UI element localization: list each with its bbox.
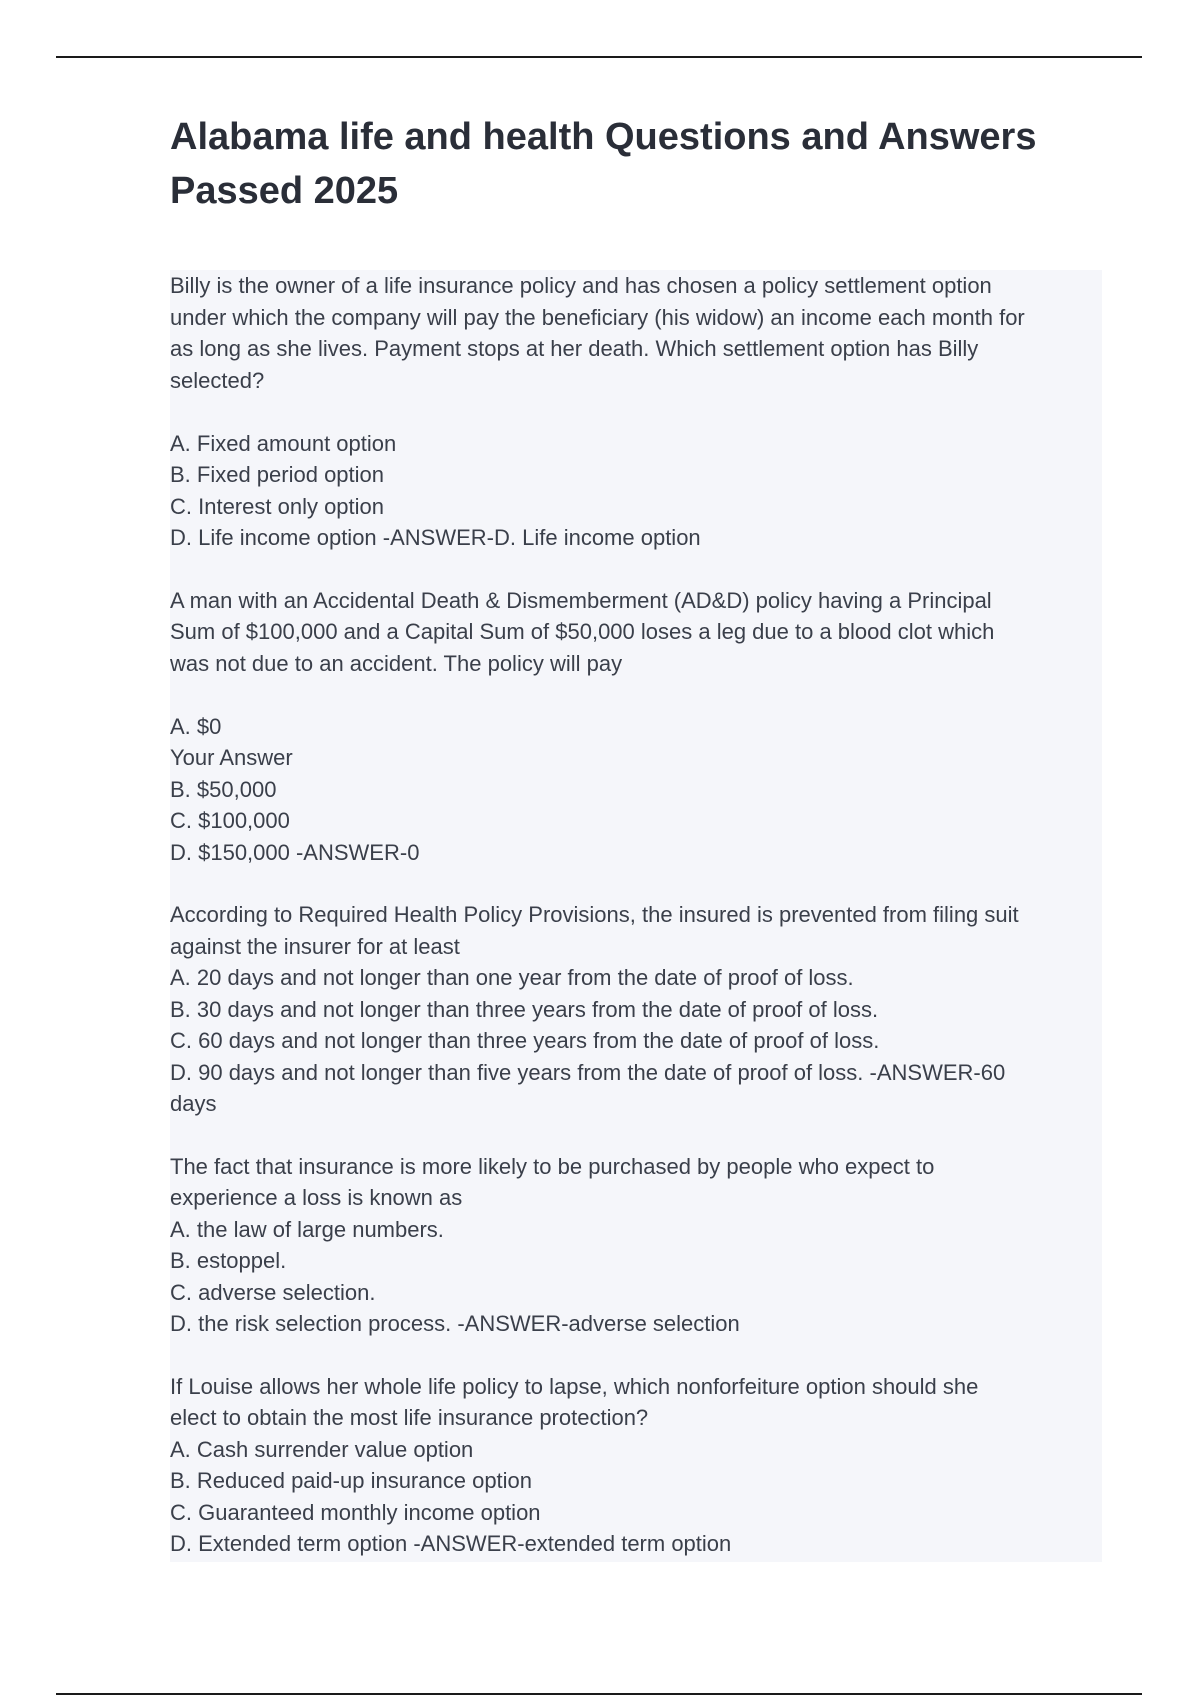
bottom-rule: [56, 1693, 1142, 1695]
question-stem-line: experience a loss is known as: [170, 1185, 463, 1210]
top-rule: [56, 56, 1142, 58]
answer-option: A. Cash surrender value option: [170, 1436, 474, 1462]
question-stem-line: According to Required Health Policy Provisions, the insured is prevented from filing suit: [170, 902, 1019, 927]
answer-option: C. 60 days and not longer than three years from the date of proof of loss.: [170, 1028, 880, 1053]
question-stem-line: A man with an Accidental Death & Dismemberment (AD&D) policy having a Principal: [170, 587, 992, 613]
question-stem-line: against the insurer for at least: [170, 933, 460, 959]
question-block-3: [170, 899, 1102, 1120]
question-block-1: [170, 270, 1102, 554]
spacer: [170, 679, 1102, 711]
answer-option: D. Life income option -ANSWER-D. Life income option: [170, 525, 701, 550]
answer-option: A. 20 days and not longer than one year from the date of proof of loss.: [170, 965, 854, 990]
answer-option: B. $50,000: [170, 776, 277, 802]
answer-option: A. $0: [170, 713, 222, 739]
question-stem-line: If Louise allows her whole life policy to lapse, which nonforfeiture option should she: [170, 1373, 979, 1399]
answer-option: C. $100,000: [170, 808, 290, 833]
question-block-5: [170, 1371, 1102, 1560]
answer-option: D. $150,000 -ANSWER-0: [170, 839, 420, 865]
title-line-1: Alabama life and health Questions and Answers: [170, 116, 1037, 158]
question-stem-line: was not due to an accident. The policy will pay: [170, 650, 623, 676]
title-line-2: Passed 2025: [170, 170, 399, 212]
answer-option: A. Fixed amount option: [170, 430, 397, 456]
answer-option: B. Fixed period option: [170, 462, 385, 487]
spacer: [170, 396, 1102, 428]
question-stem-line: The fact that insurance is more likely to be purchased by people who expect to: [170, 1153, 935, 1179]
question-stem-line: Sum of $100,000 and a Capital Sum of $50,000 loses a leg due to a blood clot which: [170, 619, 995, 644]
question-stem-line: as long as she lives. Payment stops at her death. Which settlement option has Billy: [170, 336, 979, 361]
answer-option: B. 30 days and not longer than three years from the date of proof of loss.: [170, 996, 879, 1022]
answer-option: A. the law of large numbers.: [170, 1216, 444, 1242]
question-stem-line: under which the company will pay the beneficiary (his widow) an income each month for: [170, 304, 1025, 330]
question-stem-line: Billy is the owner of a life insurance policy and has chosen a policy settlement option: [170, 273, 992, 298]
answer-option: C. Interest only option: [170, 493, 385, 519]
answer-option: D. the risk selection process. -ANSWER-adverse selection: [170, 1311, 740, 1336]
your-answer-label: Your Answer: [170, 745, 293, 770]
answer-option: C. adverse selection.: [170, 1279, 376, 1305]
answer-option: D. Extended term option -ANSWER-extended term option: [170, 1531, 732, 1556]
qa-content: [170, 270, 1102, 1562]
question-stem-line: elect to obtain the most life insurance protection?: [170, 1405, 649, 1430]
answer-option: B. estoppel.: [170, 1248, 287, 1273]
document-title: [170, 110, 1100, 218]
question-stem-line: selected?: [170, 367, 265, 393]
answer-option: B. Reduced paid-up insurance option: [170, 1468, 533, 1493]
question-block-2: [170, 585, 1102, 869]
question-block-4: [170, 1151, 1102, 1340]
answer-option-continuation: days: [170, 1091, 217, 1116]
answer-option: D. 90 days and not longer than five years from the date of proof of loss. -ANSWER-60: [170, 1059, 1006, 1085]
answer-option: C. Guaranteed monthly income option: [170, 1499, 541, 1525]
